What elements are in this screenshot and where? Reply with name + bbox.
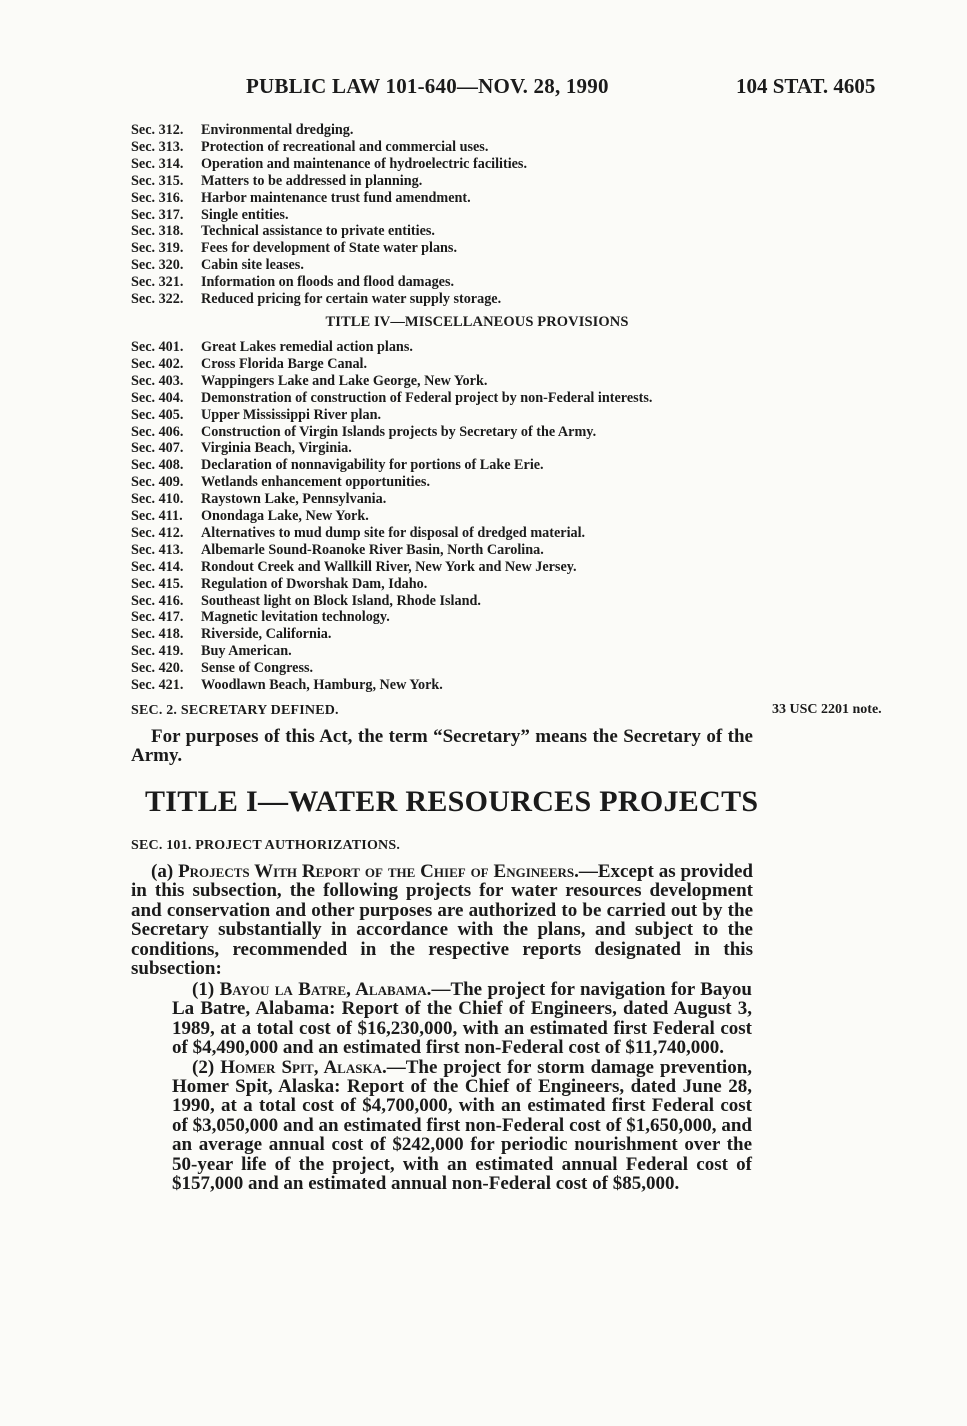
toc-entry (131, 660, 771, 677)
toc-entry-number: Sec. 317. (131, 206, 184, 223)
toc-entry-label: Single entities. (201, 206, 289, 223)
toc-entry-number: Sec. 321. (131, 274, 184, 291)
toc-entry (131, 643, 771, 660)
toc-entry-label: Declaration of nonnavigability for portions of Lake Erie. (201, 457, 544, 474)
toc-entry-number: Sec. 315. (131, 172, 184, 189)
toc-entry-number: Sec. 405. (131, 406, 184, 423)
sec2-paragraph (131, 727, 753, 766)
toc-entry (131, 576, 771, 593)
toc-entry (131, 474, 771, 491)
toc-entry-number: Sec. 415. (131, 575, 184, 592)
toc-entry-label: Cross Florida Barge Canal. (201, 355, 368, 372)
toc-entry-label: Sense of Congress. (201, 660, 314, 677)
toc-entry-number: Sec. 420. (131, 660, 184, 677)
toc-entry-number: Sec. 318. (131, 223, 184, 240)
project-item-number: (2) (192, 1056, 221, 1078)
toc-entry (131, 156, 771, 173)
toc-entry (131, 139, 771, 156)
toc-entry-label: Alternatives to mud dump site for disposal of dredged material. (201, 524, 586, 541)
toc-entry (131, 457, 771, 474)
subsection-a-paragraph (131, 862, 753, 978)
toc-entry-label: Environmental dredging. (201, 122, 354, 138)
toc-entry (131, 390, 771, 407)
toc-entry (131, 424, 771, 441)
toc-entry-label: Matters to be addressed in planning. (201, 172, 423, 189)
subsection-a-title: Projects With Report of the Chief of Engineers. (178, 861, 579, 882)
toc-entry-number: Sec. 319. (131, 240, 184, 257)
toc-entry-number: Sec. 313. (131, 138, 184, 155)
toc-entry-label: Great Lakes remedial action plans. (201, 338, 413, 355)
toc-title4-heading: TITLE IV—MISCELLANEOUS PROVISIONS (325, 313, 629, 330)
header-title: PUBLIC LAW 101-640—NOV. 28, 1990 (246, 74, 609, 98)
toc-entry-number: Sec. 314. (131, 155, 184, 172)
toc-entry-label: Construction of Virgin Islands projects by Secretary of the Army. (201, 423, 597, 440)
toc-entry-number: Sec. 416. (131, 592, 184, 609)
toc-entry-label: Woodlawn Beach, Hamburg, New York. (201, 677, 443, 694)
toc-entry-label: Demonstration of construction of Federal project by non-Federal interests. (201, 389, 653, 406)
toc-entry (131, 626, 771, 643)
toc-entry-label: Rondout Creek and Wallkill River, New York and New Jersey. (201, 558, 577, 575)
toc-entry-number: Sec. 417. (131, 609, 184, 626)
project-item-text: —The project for navigation for Bayou La Batre, Alabama: Report of the Chief of Engineers, dated August 3, 1989, at a total cost of $16,230,000, with an estimated first Federal cost of $4,490,000 and an estimated first non-Federal cost of $11,740,000. (172, 979, 752, 1059)
toc-entry-number: Sec. 410. (131, 491, 184, 508)
subsection-a-text: —Except as provided in this subsection, the following projects for water resources development and conservation and other purposes are authorized to be carried out by the Secretary substantially in accordance with the plans, and subject to the conditions, recommended in the respective reports designated in this subsection: (131, 861, 753, 980)
toc-entry-label: Onondaga Lake, New York. (201, 508, 369, 525)
project-item-2 (172, 1058, 752, 1194)
toc-entry-number: Sec. 421. (131, 677, 184, 694)
toc-entry (131, 240, 771, 257)
sec101-heading: SEC. 101. PROJECT AUTHORIZATIONS. (131, 838, 401, 853)
toc-entry (131, 207, 771, 224)
toc-entry-label: Southeast light on Block Island, Rhode Island. (201, 592, 481, 609)
project-item-title: Bayou la Batre, Alabama. (219, 979, 432, 1000)
toc-title3-list (131, 122, 771, 308)
toc-entry (131, 508, 771, 525)
toc-entry-label: Technical assistance to private entities. (201, 223, 435, 240)
toc-entry (131, 356, 771, 373)
toc-entry (131, 542, 771, 559)
toc-entry (131, 173, 771, 190)
toc-entry (131, 274, 771, 291)
toc-entry-label: Buy American. (201, 643, 292, 660)
toc-entry (131, 559, 771, 576)
toc-entry (131, 373, 771, 390)
toc-entry-number: Sec. 320. (131, 257, 184, 274)
toc-entry-label: Wetlands enhancement opportunities. (201, 474, 430, 491)
toc-entry-number: Sec. 418. (131, 626, 184, 643)
toc-entry-label: Raystown Lake, Pennsylvania. (201, 491, 387, 508)
toc-entry (131, 291, 771, 308)
toc-entry-label: Upper Mississippi River plan. (201, 406, 382, 423)
toc-entry-number: Sec. 402. (131, 355, 184, 372)
toc-entry (131, 407, 771, 424)
toc-entry-label: Riverside, California. (201, 626, 332, 643)
toc-entry-number: Sec. 322. (131, 291, 184, 308)
toc-entry-number: Sec. 409. (131, 474, 184, 491)
toc-entry (131, 491, 771, 508)
project-list (172, 980, 752, 1193)
project-item-1 (172, 980, 752, 1058)
toc-entry-number: Sec. 401. (131, 338, 184, 355)
sec2-heading: SEC. 2. SECRETARY DEFINED. (131, 703, 339, 718)
title1-heading: TITLE I—WATER RESOURCES PROJECTS (145, 785, 759, 818)
toc-entry (131, 257, 771, 274)
toc-entry-label: Wappingers Lake and Lake George, New York. (201, 372, 488, 389)
toc-entry-label: Harbor maintenance trust fund amendment. (201, 189, 471, 206)
toc-entry-label: Regulation of Dworshak Dam, Idaho. (201, 575, 428, 592)
toc-entry (131, 440, 771, 457)
toc-entry-label: Magnetic levitation technology. (201, 609, 390, 626)
project-item-text: —The project for storm damage prevention, Homer Spit, Alaska: Report of the Chief of Engineers, dated June 28, 1990, at a total cost of $4,700,000, with an estimated first Federal cost of $3,050,000 and an estimated first non-Federal cost of $1,650,000, and an average annual cost of $242,000 for periodic nourishment over the 50-year life of the project, with an estimated annual Federal cost of $157,000 and an estimated annual non-Federal cost of $85,000. (172, 1056, 753, 1195)
header-stat-citation: 104 STAT. 4605 (736, 74, 876, 98)
toc-entry-label: Virginia Beach, Virginia. (201, 440, 352, 457)
toc-entry-number: Sec. 407. (131, 440, 184, 457)
running-header (0, 74, 967, 104)
toc-entry-label: Cabin site leases. (201, 257, 304, 274)
toc-entry-number: Sec. 404. (131, 389, 184, 406)
toc-entry-number: Sec. 312. (131, 122, 184, 138)
sec2-text: For purposes of this Act, the term “Secretary” means the Secretary of the Army. (131, 726, 753, 767)
toc-entry-label: Operation and maintenance of hydroelectric facilities. (201, 155, 528, 172)
toc-entry-label: Protection of recreational and commercial uses. (201, 138, 489, 155)
toc-entry (131, 223, 771, 240)
toc-entry-number: Sec. 412. (131, 524, 184, 541)
project-item-number: (1) (192, 979, 220, 1000)
toc-entry-label: Reduced pricing for certain water supply storage. (201, 291, 502, 308)
table-of-contents (131, 122, 771, 694)
toc-entry-number: Sec. 316. (131, 189, 184, 206)
toc-entry-number: Sec. 403. (131, 372, 184, 389)
project-item-title: Homer Spit, Alaska. (220, 1056, 387, 1078)
toc-entry-number: Sec. 419. (131, 643, 184, 660)
toc-entry (131, 190, 771, 207)
toc-entry-label: Albemarle Sound-Roanoke River Basin, North Carolina. (201, 541, 544, 558)
toc-entry-number: Sec. 408. (131, 457, 184, 474)
toc-entry-number: Sec. 414. (131, 558, 184, 575)
toc-entry-number: Sec. 406. (131, 423, 184, 440)
toc-entry (131, 609, 771, 626)
subsection-a-label: (a) (151, 861, 179, 882)
toc-entry-label: Information on floods and flood damages. (201, 274, 455, 291)
toc-entry (131, 593, 771, 610)
toc-entry-number: Sec. 413. (131, 541, 184, 558)
toc-entry-label: Fees for development of State water plans. (201, 240, 457, 257)
toc-entry (131, 339, 771, 356)
toc-title4-list (131, 339, 771, 694)
toc-entry (131, 122, 771, 139)
margin-sidenote: 33 USC 2201 note. (772, 702, 882, 717)
toc-entry-number: Sec. 411. (131, 508, 183, 525)
toc-entry (131, 677, 771, 694)
toc-entry (131, 525, 771, 542)
